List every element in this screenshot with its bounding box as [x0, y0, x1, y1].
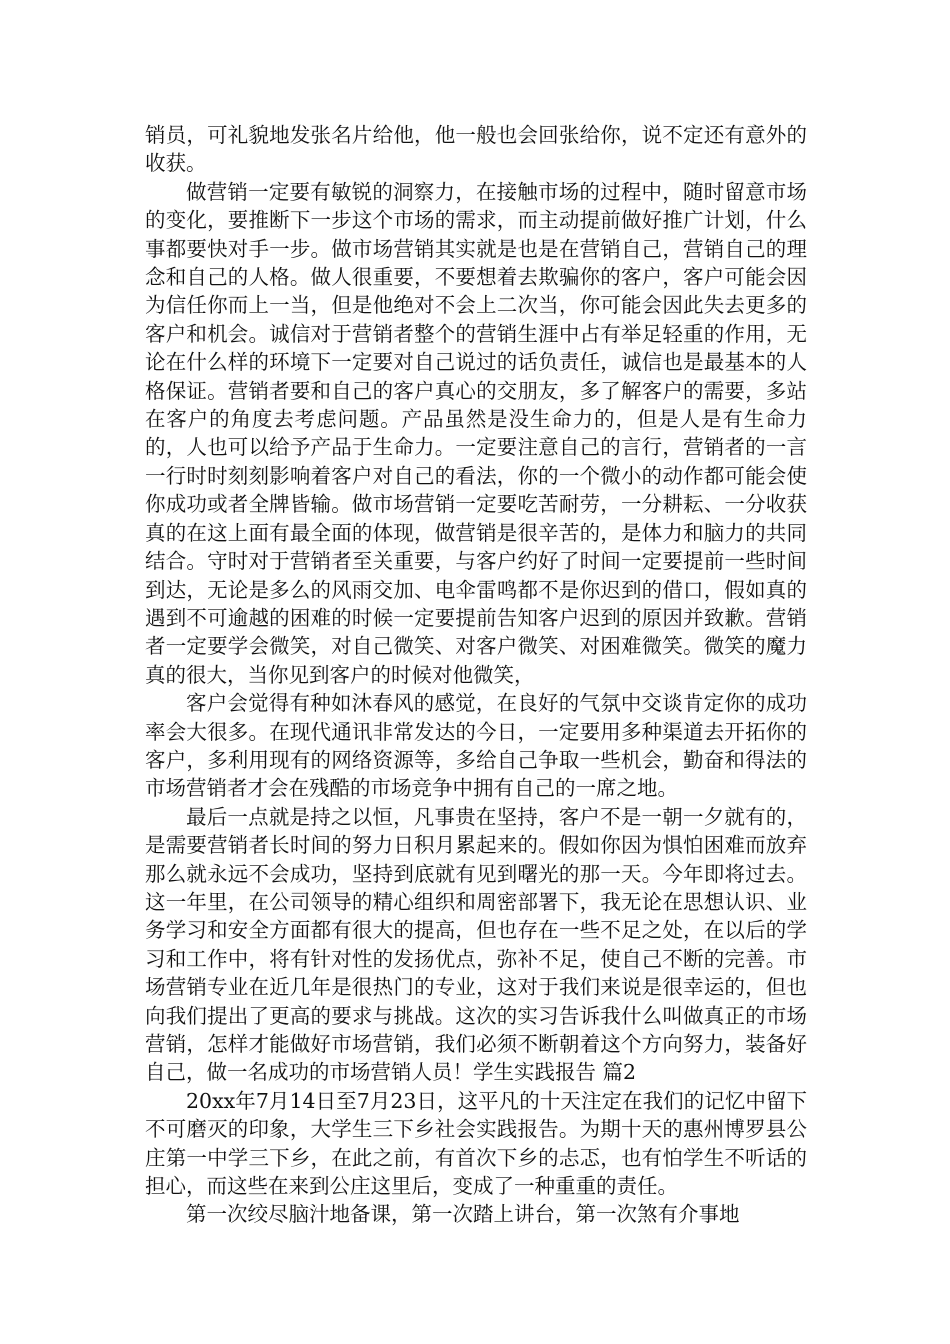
paragraph-4: 最后一点就是持之以恒，凡事贵在坚持，客户不是一朝一夕就有的，是需要营销者长时间的努力日积月累起来的。假如你因为惧怕困难而放弃那么就永远不会成功，坚持到底就有见到曙光的那一天。今年即将过去。这一年里，在公司领导的精心组织和周密部署下，我无论在思想认识、业务学习和安全方面都有很大的提高，但也存在一些不足之处，在以后的学习和工作中，将有针对性的发扬优点，弥补不足，使自己不断的完善。市场营销专业在近几年是很热门的专业，这对于我们来说是很幸运的，但也向我们提出了更高的要求与挑战。这次的实习告诉我什么叫做真正的市场营销，怎样才能做好市场营销，我们必须不断朝着这个方向努力，装备好自己，做一名成功的市场营销人员！学生实践报告 篇2 — [145, 804, 807, 1085]
paragraph-5: 20xx年7月14日至7月23日，这平凡的十天注定在我们的记忆中留下不可磨灭的印象，大学生三下乡社会实践报告。为期十天的惠州博罗县公庄第一中学三下乡，在此之前，有首次下乡的忐忑，也有怕学生不听话的担心，而这些在来到公庄这里后，变成了一种重重的责任。 — [145, 1088, 807, 1199]
paragraph-1: 销员，可礼貌地发张名片给他，他一般也会回张给你，说不定还有意外的收获。 — [145, 123, 807, 176]
paragraph-3: 客户会觉得有种如沐春风的感觉，在良好的气氛中交谈肯定你的成功率会大很多。在现代通讯非常发达的今日，一定要用多种渠道去开拓你的客户，多利用现有的网络资源等，多给自己争取一些机会，勤奋和得法的市场营销者才会在残酷的市场竞争中拥有自己的一席之地。 — [145, 691, 807, 801]
paragraph-2: 做营销一定要有敏锐的洞察力，在接触市场的过程中，随时留意市场的变化，要推断下一步这个市场的需求，而主动提前做好推广计划，什么事都要快对手一步。做市场营销其实就是也是在营销自己，营销自己的理念和自己的人格。做人很重要，不要想着去欺骗你的客户，客户可能会因为信任你而上一当，但是他绝对不会上二次当，你可能会因此失去更多的客户和机会。诚信对于营销者整个的营销生涯中占有举足轻重的作用，无论在什么样的环境下一定要对自己说过的话负责任，诚信也是最基本的人格保证。营销者要和自己的客户真心的交朋友，多了解客户的需要，多站在客户的角度去考虑问题。产品虽然是没生命力的，但是人是有生命力的，人也可以给予产品于生命力。一定要注意自己的言行，营销者的一言一行时时刻刻影响着客户对自己的看法，你的一个微小的动作都可能会使你成功或者全牌皆输。做市场营销一定要吃苦耐劳，一分耕耘、一分收获真的在这上面有最全面的体现，做营销是很辛苦的，是体力和脑力的共同结合。守时对于营销者至关重要，与客户约好了时间一定要提前一些时间到达，无论是多么的风雨交加、电伞雷鸣都不是你迟到的借口，假如真的遇到不可逾越的困难的时候一定要提前告知客户迟到的原因并致歉。营销者一定要学会微笑，对自己微笑、对客户微笑、对困难微笑。微笑的魔力真的很大，当你见到客户的时候对他微笑， — [145, 179, 807, 687]
paragraph-6: 第一次绞尽脑汁地备课，第一次踏上讲台，第一次煞有介事地 — [186, 1202, 740, 1227]
document-body — [145, 121, 807, 1229]
